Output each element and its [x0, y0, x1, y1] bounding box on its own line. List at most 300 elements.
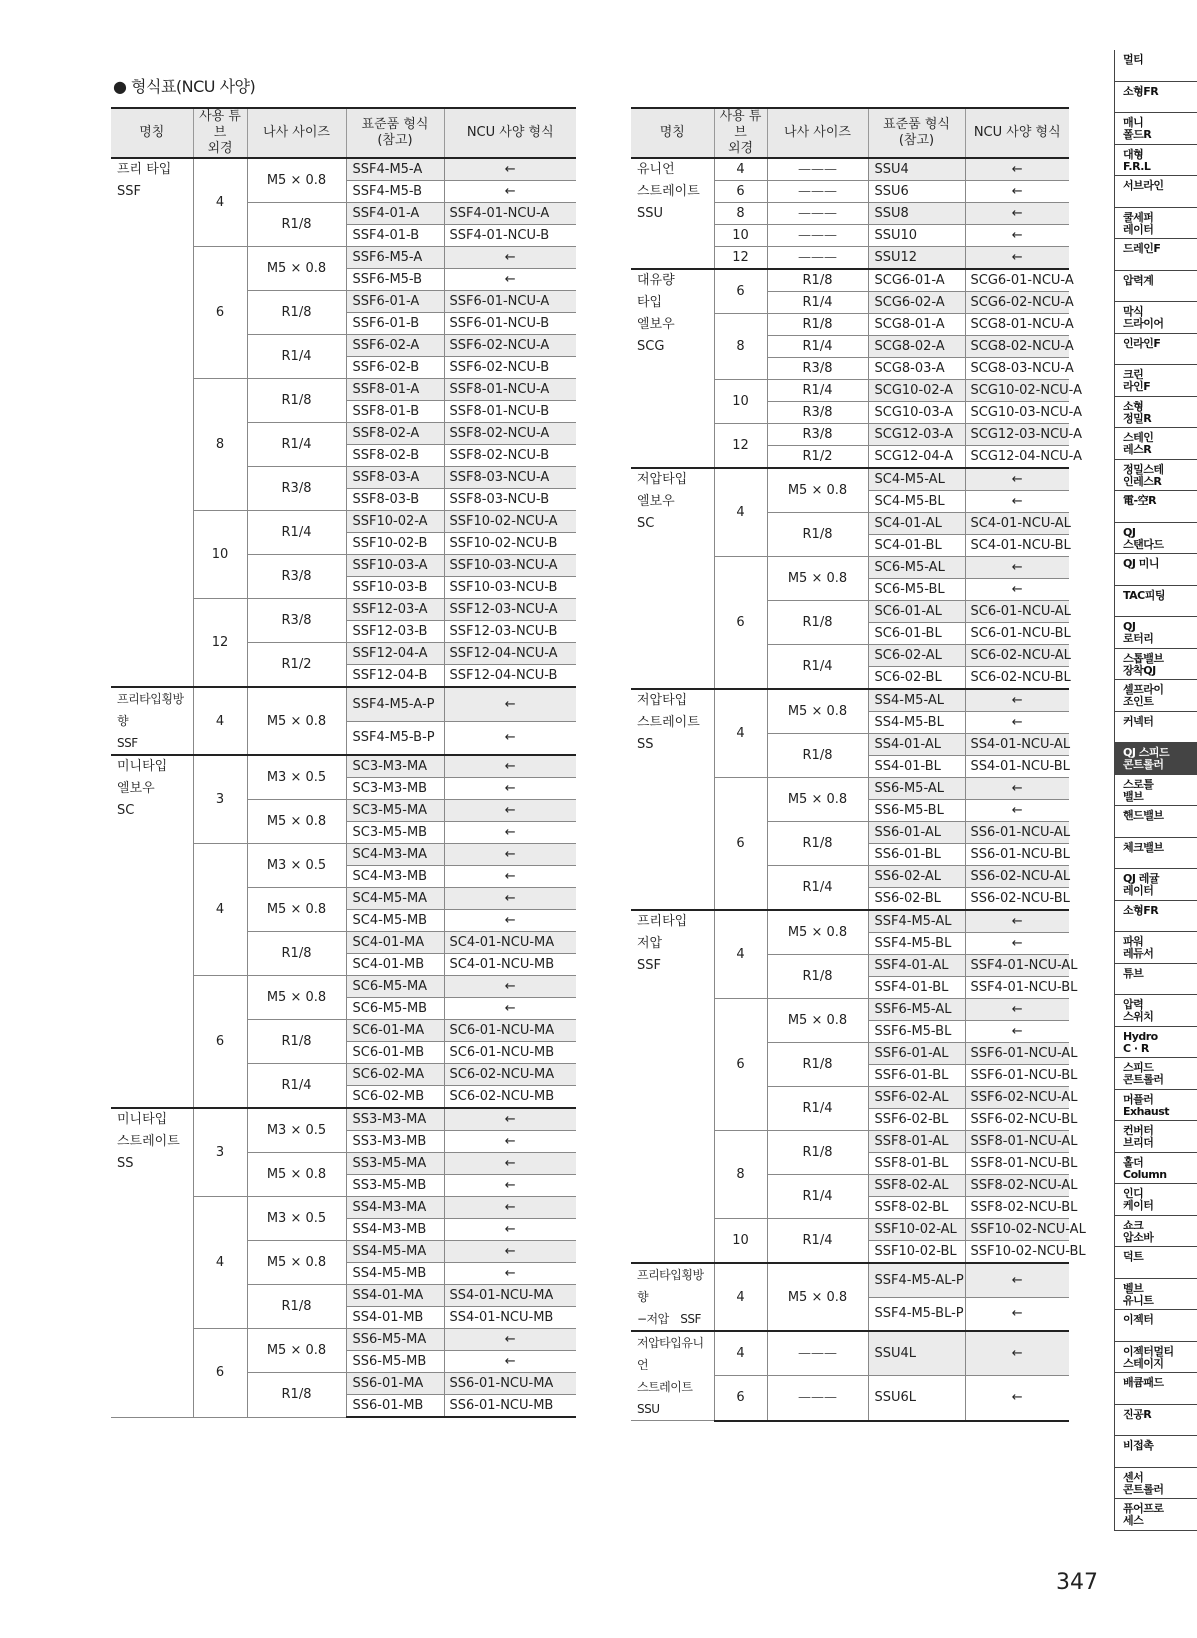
sidebar-item-label: 소형FR — [1123, 903, 1159, 917]
thread-size-cell: ——— — [767, 247, 868, 270]
ncu-model-cell: SSF8-01-NCU-A — [444, 379, 576, 401]
ncu-model-cell: ← — [444, 755, 576, 778]
thread-size-cell: M5 × 0.8 — [247, 976, 346, 1020]
thread-size-cell: M5 × 0.8 — [767, 778, 868, 822]
product-name-cell — [631, 1331, 714, 1421]
thread-size-cell: R3/8 — [767, 402, 868, 424]
sidebar-item[interactable] — [1114, 1247, 1197, 1279]
sidebar-item[interactable] — [1114, 239, 1197, 271]
category-sidebar — [1114, 50, 1197, 1531]
sidebar-item-label: 소형 정밀R — [1123, 399, 1152, 425]
sidebar-item[interactable] — [1114, 113, 1197, 145]
standard-model-cell: SSF6-M5-BL — [868, 1021, 965, 1043]
standard-model-cell: SSU4L — [868, 1331, 965, 1376]
sidebar-item-label: 쇼크 압소바 — [1123, 1218, 1154, 1244]
ncu-model-cell: ← — [444, 687, 576, 721]
sidebar-item[interactable] — [1114, 1405, 1197, 1437]
standard-model-cell: SCG6-02-A — [868, 292, 965, 314]
ncu-model-cell: ← — [965, 933, 1069, 955]
tube-od-cell: 8 — [193, 379, 247, 511]
product-name-line: SSF — [117, 736, 138, 750]
table-row — [111, 755, 576, 778]
sidebar-item-label: 電-空R — [1123, 494, 1157, 507]
ncu-model-cell: ← — [444, 1329, 576, 1351]
sidebar-item[interactable] — [1114, 932, 1197, 964]
standard-model-cell: SSF8-01-A — [346, 379, 444, 401]
sidebar-item[interactable] — [1114, 1027, 1197, 1059]
ncu-model-cell: SSF4-01-NCU-A — [444, 203, 576, 225]
standard-model-cell: SSF10-02-BL — [868, 1241, 965, 1264]
standard-model-cell: SSF6-01-B — [346, 313, 444, 335]
standard-model-cell: SC4-M3-MB — [346, 866, 444, 888]
ncu-model-cell: ← — [965, 689, 1069, 712]
standard-model-cell: SSF6-M5-A — [346, 247, 444, 269]
standard-model-cell: SSF6-M5-AL — [868, 999, 965, 1021]
product-name-line: 미니타입 — [117, 759, 168, 774]
header-name: 명칭 — [631, 108, 714, 158]
standard-model-cell: SC6-02-MA — [346, 1064, 444, 1086]
ncu-model-cell: SC6-01-NCU-BL — [965, 623, 1069, 645]
sidebar-item-label: 이젝터 — [1123, 1313, 1154, 1326]
ncu-model-cell: ← — [444, 998, 576, 1020]
thread-size-cell: R3/8 — [247, 555, 346, 599]
sidebar-item[interactable] — [1114, 554, 1197, 586]
sidebar-item-label: QJ 스피드 콘트롤러 — [1123, 746, 1170, 771]
standard-model-cell: SSF6-01-A — [346, 291, 444, 313]
header-ncu-model: NCU 사양 형식 — [444, 108, 576, 158]
ncu-model-cell: ← — [965, 181, 1069, 203]
thread-size-cell: R1/8 — [247, 1285, 346, 1329]
standard-model-cell: SS6-01-MB — [346, 1395, 444, 1418]
sidebar-item-label: 튜브 — [1123, 966, 1144, 980]
sidebar-item-label: 셀프라이 조인트 — [1123, 683, 1164, 708]
ncu-model-cell: ← — [444, 158, 576, 181]
tube-od-cell: 4 — [714, 1263, 767, 1331]
tube-od-cell: 8 — [714, 203, 767, 225]
sidebar-item-label: 스로틀 밸브 — [1123, 777, 1154, 803]
standard-model-cell: SC3-M3-MA — [346, 755, 444, 778]
standard-model-cell: SC4-01-BL — [868, 535, 965, 557]
table-header-row — [111, 108, 576, 158]
tube-od-cell: 4 — [714, 1331, 767, 1376]
thread-size-cell: R1/4 — [767, 866, 868, 911]
ncu-model-cell: SS6-01-NCU-BL — [965, 844, 1069, 866]
thread-size-cell: M5 × 0.8 — [247, 1153, 346, 1197]
sidebar-item[interactable] — [1114, 145, 1197, 177]
sidebar-item[interactable] — [1114, 1216, 1197, 1248]
thread-size-cell: R1/8 — [767, 513, 868, 557]
standard-model-cell: SSU4 — [868, 158, 965, 181]
standard-model-cell: SS6-01-AL — [868, 822, 965, 844]
sidebar-item[interactable] — [1114, 271, 1197, 303]
sidebar-item-label: 벨브 유니트 — [1123, 1281, 1154, 1307]
standard-model-cell: SSF8-02-A — [346, 423, 444, 445]
standard-model-cell: SSF4-01-A — [346, 203, 444, 225]
ncu-model-cell: SCG6-01-NCU-A — [965, 269, 1069, 292]
ncu-model-cell: SSF4-01-NCU-BL — [965, 977, 1069, 999]
thread-size-cell: R1/4 — [767, 380, 868, 402]
ncu-model-cell: SC4-01-NCU-MA — [444, 932, 576, 954]
standard-model-cell: SSF8-01-B — [346, 401, 444, 423]
ncu-model-cell: SSF6-01-NCU-AL — [965, 1043, 1069, 1065]
standard-model-cell: SCG12-04-A — [868, 446, 965, 469]
standard-model-cell: SS4-01-BL — [868, 756, 965, 778]
sidebar-item[interactable] — [1114, 1153, 1197, 1185]
sidebar-item[interactable] — [1114, 176, 1197, 208]
sidebar-item[interactable] — [1114, 680, 1197, 712]
thread-size-cell: R1/4 — [767, 645, 868, 690]
sidebar-item[interactable] — [1114, 617, 1197, 649]
standard-model-cell: SS6-01-BL — [868, 844, 965, 866]
thread-size-cell: R1/8 — [767, 955, 868, 999]
thread-size-cell: R1/4 — [767, 1219, 868, 1264]
thread-size-cell: R1/8 — [767, 314, 868, 336]
tube-od-cell: 6 — [714, 557, 767, 690]
ncu-model-cell: SC4-01-NCU-AL — [965, 513, 1069, 535]
ncu-model-cell: ← — [444, 269, 576, 291]
sidebar-item-label: 진공R — [1123, 1407, 1152, 1421]
ncu-model-cell: SSF12-03-NCU-A — [444, 599, 576, 621]
standard-model-cell: SSF8-02-AL — [868, 1175, 965, 1197]
ncu-model-cell: SCG12-04-NCU-A — [965, 446, 1069, 469]
tube-od-cell: 12 — [714, 247, 767, 270]
product-name-line: −저압 SSF — [637, 1312, 701, 1326]
ncu-model-cell: SSF10-02-NCU-B — [444, 533, 576, 555]
standard-model-cell: SSF8-02-B — [346, 445, 444, 467]
ncu-model-cell: SSF8-02-NCU-A — [444, 423, 576, 445]
ncu-model-cell: ← — [444, 181, 576, 203]
sidebar-item[interactable] — [1114, 964, 1197, 996]
sidebar-item-label: QJ 로터리 — [1123, 620, 1154, 645]
sidebar-item[interactable] — [1114, 208, 1197, 240]
sidebar-item-label: 드레인F — [1123, 242, 1161, 255]
ncu-model-cell: SSF6-02-NCU-BL — [965, 1109, 1069, 1131]
sidebar-item[interactable] — [1114, 743, 1197, 775]
standard-model-cell: SS4-M3-MA — [346, 1197, 444, 1219]
thread-size-cell: R3/8 — [767, 424, 868, 446]
ncu-model-cell: ← — [965, 491, 1069, 513]
sidebar-item[interactable] — [1114, 1279, 1197, 1311]
standard-model-cell: SSF6-M5-B — [346, 269, 444, 291]
product-name-line: SC — [637, 516, 655, 531]
sidebar-item-label: 막식 드라이어 — [1123, 305, 1164, 330]
ncu-model-cell: SSF8-02-NCU-AL — [965, 1175, 1069, 1197]
ncu-model-cell: ← — [965, 910, 1069, 933]
sidebar-item[interactable] — [1114, 460, 1197, 492]
product-name-line: 스트레이트 — [637, 184, 700, 199]
sidebar-item-label: 비접촉 — [1123, 1439, 1154, 1452]
sidebar-item-label: 체크밸브 — [1123, 840, 1164, 854]
thread-size-cell: M5 × 0.8 — [247, 800, 346, 844]
standard-model-cell: SSF4-M5-B — [346, 181, 444, 203]
sidebar-item-label: 핸드밸브 — [1123, 809, 1164, 822]
tube-od-cell: 6 — [193, 976, 247, 1109]
ncu-model-cell: SSF8-01-NCU-BL — [965, 1153, 1069, 1175]
ncu-model-cell: SC6-02-NCU-BL — [965, 667, 1069, 690]
ncu-model-cell: SSF12-03-NCU-B — [444, 621, 576, 643]
table-row — [631, 1331, 1069, 1376]
standard-model-cell: SSF6-02-BL — [868, 1109, 965, 1131]
product-name-line: 저압타입유니언 — [637, 1336, 704, 1372]
ncu-model-cell: SCG10-02-NCU-A — [965, 380, 1069, 402]
tube-od-cell: 12 — [193, 599, 247, 688]
ncu-model-cell: SSF4-01-NCU-AL — [965, 955, 1069, 977]
sidebar-item-label: 압력계 — [1123, 273, 1154, 287]
standard-model-cell: SS3-M5-MA — [346, 1153, 444, 1175]
ncu-model-cell: ← — [444, 800, 576, 822]
ncu-model-cell: ← — [444, 910, 576, 932]
sidebar-item[interactable] — [1114, 775, 1197, 807]
tube-od-cell: 6 — [714, 778, 767, 911]
thread-size-cell: R1/8 — [247, 291, 346, 335]
thread-size-cell: ——— — [767, 1376, 868, 1421]
sidebar-item[interactable] — [1114, 1373, 1197, 1405]
standard-model-cell: SSF4-01-BL — [868, 977, 965, 999]
ncu-model-cell: SSF10-02-NCU-AL — [965, 1219, 1069, 1241]
standard-model-cell: SS6-01-MA — [346, 1373, 444, 1395]
sidebar-item-label: 커넥터 — [1123, 714, 1154, 728]
sidebar-item[interactable] — [1114, 82, 1197, 114]
standard-model-cell: SS4-M5-MA — [346, 1241, 444, 1263]
product-name-line: 프리타입횡방향 — [637, 1268, 704, 1304]
sidebar-item[interactable] — [1114, 1499, 1197, 1531]
sidebar-item-label: 머플러 Exhaust — [1123, 1092, 1169, 1118]
standard-model-cell: SC4-01-MB — [346, 954, 444, 976]
tube-od-cell: 4 — [193, 844, 247, 976]
sidebar-item[interactable] — [1114, 869, 1197, 901]
tube-od-cell: 3 — [193, 1108, 247, 1197]
sidebar-item-label: 크린 라인F — [1123, 368, 1151, 393]
ncu-model-cell: SC6-01-NCU-MB — [444, 1042, 576, 1064]
standard-model-cell: SC4-M5-BL — [868, 491, 965, 513]
standard-model-cell: SSF4-M5-A — [346, 158, 444, 181]
sidebar-item[interactable] — [1114, 712, 1197, 744]
standard-model-cell: SCG10-02-A — [868, 380, 965, 402]
standard-model-cell: SCG6-01-A — [868, 269, 965, 292]
sidebar-item[interactable] — [1114, 806, 1197, 838]
sidebar-item[interactable] — [1114, 397, 1197, 429]
product-name-line: SSF — [637, 958, 661, 973]
product-name-cell — [631, 1263, 714, 1331]
ncu-model-cell: SSF10-03-NCU-B — [444, 577, 576, 599]
standard-model-cell: SC4-M3-MA — [346, 844, 444, 866]
ncu-model-cell: SSF8-03-NCU-A — [444, 467, 576, 489]
table-row — [631, 910, 1069, 933]
standard-model-cell: SSU8 — [868, 203, 965, 225]
standard-model-cell: SC6-02-MB — [346, 1086, 444, 1109]
sidebar-item[interactable] — [1114, 523, 1197, 555]
sidebar-item-label: 스톱밸브 장착QJ — [1123, 651, 1164, 677]
standard-model-cell: SS4-01-MA — [346, 1285, 444, 1307]
ncu-model-cell: SS6-01-NCU-AL — [965, 822, 1069, 844]
sidebar-item-label: 파워 레듀서 — [1123, 935, 1154, 960]
sidebar-item[interactable] — [1114, 995, 1197, 1027]
standard-model-cell: SCG12-03-A — [868, 424, 965, 446]
ncu-model-cell: SC6-01-NCU-AL — [965, 601, 1069, 623]
sidebar-item[interactable] — [1114, 1310, 1197, 1342]
tube-od-cell: 3 — [193, 755, 247, 844]
tube-od-cell: 8 — [714, 314, 767, 380]
product-name-line: 엘보우 — [117, 781, 155, 796]
standard-model-cell: SSF4-M5-BL-P — [868, 1297, 965, 1331]
sidebar-item-label: 인디 케이터 — [1123, 1187, 1154, 1212]
sidebar-item[interactable] — [1114, 365, 1197, 397]
standard-model-cell: SSF6-02-AL — [868, 1087, 965, 1109]
ncu-model-cell: ← — [965, 1297, 1069, 1331]
sidebar-item-label: 홀더 Column — [1123, 1155, 1167, 1181]
sidebar-item[interactable] — [1114, 1058, 1197, 1090]
thread-size-cell: R1/4 — [247, 1064, 346, 1109]
product-name-line: SC — [117, 803, 135, 818]
product-name-line: 스트레이트 — [637, 715, 700, 730]
ncu-model-cell: SS6-02-NCU-AL — [965, 866, 1069, 888]
product-name-line: 저압타입 — [637, 693, 688, 708]
ncu-model-cell: SC6-02-NCU-MA — [444, 1064, 576, 1086]
ncu-model-cell: ← — [965, 778, 1069, 800]
product-name-cell — [111, 755, 193, 1108]
table-row — [631, 468, 1069, 491]
ncu-model-cell: ← — [444, 822, 576, 844]
standard-model-cell: SCG8-03-A — [868, 358, 965, 380]
thread-size-cell: R1/8 — [247, 1373, 346, 1418]
ncu-model-cell: ← — [444, 1131, 576, 1153]
thread-size-cell: R1/4 — [767, 1175, 868, 1219]
standard-model-cell: SSF12-03-A — [346, 599, 444, 621]
standard-model-cell: SC4-01-AL — [868, 513, 965, 535]
ncu-model-cell: SSF6-02-NCU-AL — [965, 1087, 1069, 1109]
product-name-cell — [111, 1108, 193, 1417]
thread-size-cell: R1/2 — [767, 446, 868, 469]
tube-od-cell: 6 — [193, 247, 247, 379]
ncu-model-cell: ← — [965, 203, 1069, 225]
product-name-cell — [631, 468, 714, 689]
standard-model-cell: SS6-M5-BL — [868, 800, 965, 822]
thread-size-cell: R1/2 — [247, 643, 346, 688]
product-name-cell — [631, 910, 714, 1263]
sidebar-item[interactable] — [1114, 1468, 1197, 1500]
product-name-line: 미니타입 — [117, 1112, 168, 1127]
thread-size-cell: R1/8 — [767, 822, 868, 866]
ncu-model-cell: ← — [444, 778, 576, 800]
ncu-model-cell: ← — [965, 999, 1069, 1021]
sidebar-item-label: 이젝터멀티 스테이지 — [1123, 1344, 1174, 1370]
sidebar-item-label: 센서 콘트롤러 — [1123, 1470, 1164, 1496]
sidebar-item-label: 덕트 — [1123, 1250, 1144, 1263]
standard-model-cell: SC6-M5-MB — [346, 998, 444, 1020]
header-tube-od: 사용 튜브 외경 — [193, 108, 247, 158]
standard-model-cell: SCG8-01-A — [868, 314, 965, 336]
table-row — [631, 158, 1069, 181]
standard-model-cell: SSF4-01-AL — [868, 955, 965, 977]
sidebar-item[interactable] — [1114, 586, 1197, 618]
product-name-line: 엘보우 — [637, 317, 675, 332]
standard-model-cell: SS4-M5-AL — [868, 689, 965, 712]
ncu-model-cell: SSF8-02-NCU-B — [444, 445, 576, 467]
ncu-model-cell: ← — [965, 225, 1069, 247]
ncu-model-cell: SSF8-03-NCU-B — [444, 489, 576, 511]
product-name-cell — [631, 269, 714, 468]
sidebar-item[interactable] — [1114, 649, 1197, 681]
sidebar-item[interactable] — [1114, 491, 1197, 523]
table-row — [631, 269, 1069, 292]
ncu-model-cell: ← — [444, 1153, 576, 1175]
standard-model-cell: SC6-M5-MA — [346, 976, 444, 998]
sidebar-item[interactable] — [1114, 334, 1197, 366]
standard-model-cell: SSF10-02-A — [346, 511, 444, 533]
table-header-row — [631, 108, 1069, 158]
thread-size-cell: ——— — [767, 1331, 868, 1376]
standard-model-cell: SC6-M5-AL — [868, 557, 965, 579]
sidebar-item[interactable] — [1114, 1121, 1197, 1153]
ncu-model-cell: SSF6-01-NCU-B — [444, 313, 576, 335]
thread-size-cell: M5 × 0.8 — [767, 999, 868, 1043]
standard-model-cell: SS4-01-MB — [346, 1307, 444, 1329]
product-name-line: 저압 — [637, 936, 663, 951]
sidebar-item[interactable] — [1114, 838, 1197, 870]
sidebar-item-label: 배큠패드 — [1123, 1376, 1164, 1389]
standard-model-cell: SS4-M5-MB — [346, 1263, 444, 1285]
product-name-cell — [111, 158, 193, 687]
ncu-model-cell: SS4-01-NCU-AL — [965, 734, 1069, 756]
standard-model-cell: SSF8-03-A — [346, 467, 444, 489]
ncu-model-cell: ← — [965, 158, 1069, 181]
sidebar-item[interactable] — [1114, 302, 1197, 334]
sidebar-item[interactable] — [1114, 428, 1197, 460]
thread-size-cell: M5 × 0.8 — [767, 910, 868, 955]
sidebar-item[interactable] — [1114, 50, 1197, 82]
product-name-line: 엘보우 — [637, 494, 675, 509]
sidebar-item-label: 스피드 콘트롤러 — [1123, 1061, 1164, 1086]
ncu-model-cell: SS4-01-NCU-BL — [965, 756, 1069, 778]
ncu-model-cell: SCG10-03-NCU-A — [965, 402, 1069, 424]
ncu-model-cell: SCG8-01-NCU-A — [965, 314, 1069, 336]
ncu-model-cell: SSF6-02-NCU-A — [444, 335, 576, 357]
tube-od-cell: 10 — [193, 511, 247, 599]
sidebar-item[interactable] — [1114, 1184, 1197, 1216]
sidebar-item[interactable] — [1114, 1090, 1197, 1122]
standard-model-cell: SS3-M5-MB — [346, 1175, 444, 1197]
table-row — [631, 689, 1069, 712]
standard-model-cell: SSF4-M5-B-P — [346, 721, 444, 755]
tube-od-cell: 4 — [193, 1197, 247, 1329]
sidebar-item[interactable] — [1114, 901, 1197, 933]
ncu-model-cell: SSF12-04-NCU-A — [444, 643, 576, 665]
standard-model-cell: SSU6L — [868, 1376, 965, 1421]
sidebar-item-label: Hydro C · R — [1123, 1029, 1158, 1055]
sidebar-item-label: QJ 레귤 레이터 — [1123, 872, 1160, 897]
tube-od-cell: 6 — [714, 999, 767, 1131]
standard-model-cell: SSF10-02-AL — [868, 1219, 965, 1241]
sidebar-item[interactable] — [1114, 1342, 1197, 1374]
product-name-line: SSU — [637, 206, 664, 221]
standard-model-cell: SC6-01-MA — [346, 1020, 444, 1042]
sidebar-item-label: 소형FR — [1123, 84, 1159, 98]
ncu-model-cell: ← — [444, 1197, 576, 1219]
tube-od-cell: 10 — [714, 380, 767, 424]
standard-model-cell: SCG8-02-A — [868, 336, 965, 358]
tube-od-cell: 6 — [193, 1329, 247, 1418]
ncu-model-cell: ← — [444, 1175, 576, 1197]
ncu-model-cell: SSF12-04-NCU-B — [444, 665, 576, 688]
thread-size-cell: R3/8 — [247, 599, 346, 643]
thread-size-cell: M5 × 0.8 — [247, 888, 346, 932]
standard-model-cell: SSF12-03-B — [346, 621, 444, 643]
product-name-cell — [631, 158, 714, 269]
standard-model-cell: SS6-02-BL — [868, 888, 965, 911]
thread-size-cell: R1/4 — [247, 511, 346, 555]
sidebar-item[interactable] — [1114, 1436, 1197, 1468]
standard-model-cell: SSF6-02-B — [346, 357, 444, 379]
